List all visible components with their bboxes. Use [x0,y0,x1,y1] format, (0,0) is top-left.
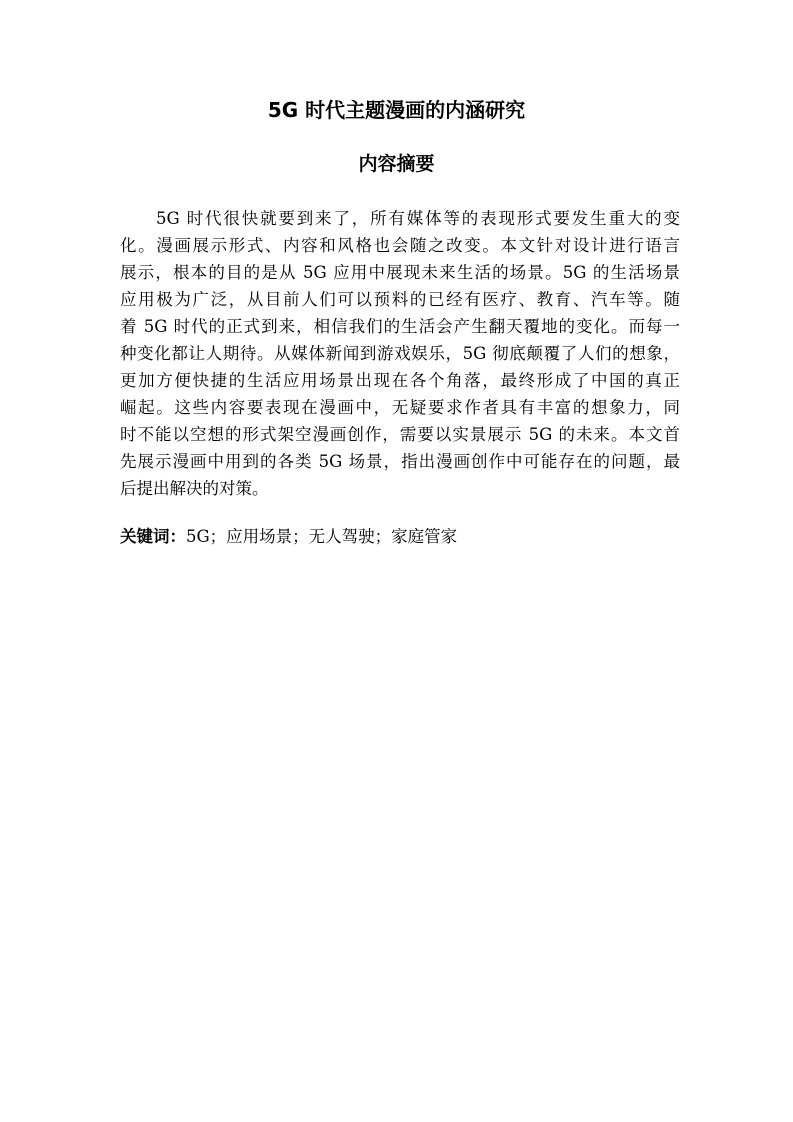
keywords-label: 关键词： [120,527,186,546]
abstract-line: 时不能以空想的形式架空漫画创作，需要以实景展示 5G 的未来。本文首 [120,425,680,444]
abstract-line: 展示，根本的目的是从 5G 应用中展现未来生活的场景。5G 的生活场景 [120,263,680,282]
abstract-line: 崛起。这些内容要表现在漫画中，无疑要求作者具有丰富的想象力，同 [120,398,680,417]
abstract-line: 应用极为广泛，从目前人们可以预料的已经有医疗、教育、汽车等。随 [120,290,680,309]
document-title: 5G 时代主题漫画的内涵研究 [267,98,526,122]
abstract-heading: 内容摘要 [358,153,435,175]
keywords-text: 5G；应用场景；无人驾驶；家庭管家 [186,527,458,546]
abstract-line: 种变化都让人期待。从媒体新闻到游戏娱乐，5G 彻底颠覆了人们的想象， [120,344,680,363]
abstract-line: 后提出解决的对策。 [120,479,269,498]
keywords-line [120,523,680,550]
abstract-line: 5G 时代很快就要到来了，所有媒体等的表现形式要发生重大的变 [156,209,680,228]
abstract-line: 着 5G 时代的正式到来，相信我们的生活会产生翻天覆地的变化。而每一 [120,317,680,336]
abstract-line: 更加方便快捷的生活应用场景出现在各个角落，最终形成了中国的真正 [120,371,680,390]
abstract-line: 化。漫画展示形式、内容和风格也会随之改变。本文针对设计进行语言 [120,236,680,255]
abstract-line: 先展示漫画中用到的各类 5G 场景，指出漫画创作中可能存在的问题，最 [120,452,680,471]
abstract-paragraph [120,205,680,502]
